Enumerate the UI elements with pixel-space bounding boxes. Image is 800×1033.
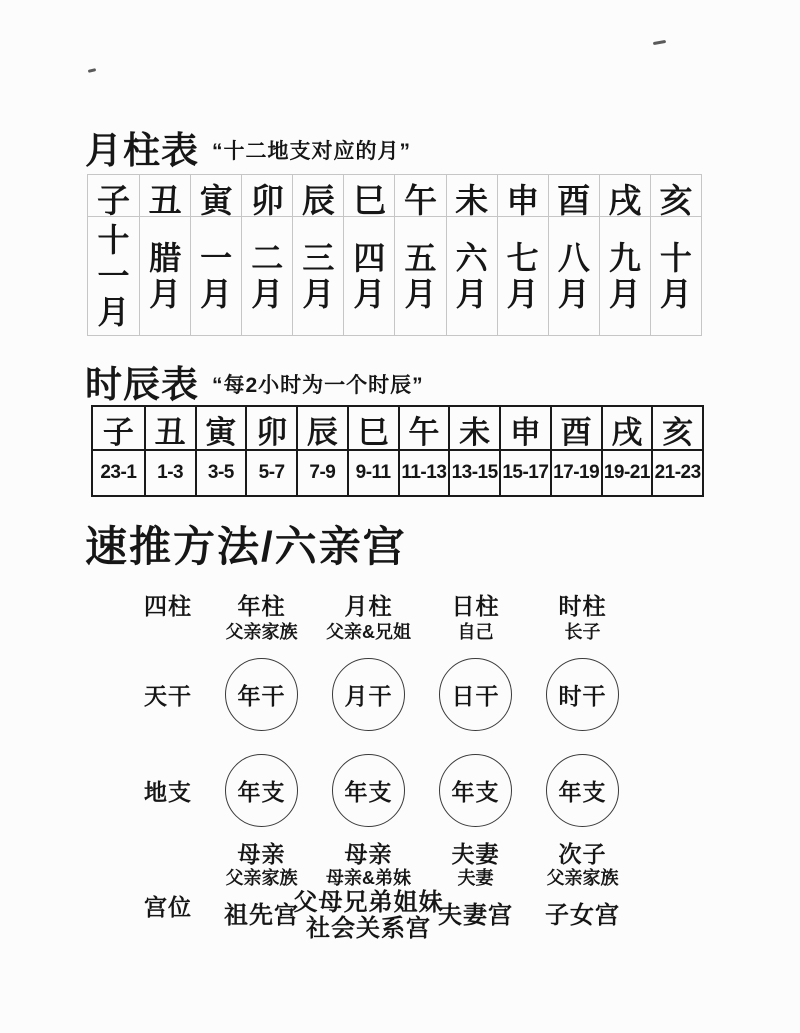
month-cell [394,217,445,335]
hour-range-cell-text: 11-13 [401,462,447,483]
branch-circle: 年支 [546,754,619,827]
branch-cell [93,407,144,452]
pillar-name: 年柱 [237,593,286,619]
relation-name: 次子 [558,841,607,867]
branch-cell-text: 巳 [352,182,386,219]
hour-range-cell-text: 13-15 [451,462,498,483]
branch-circle-wrap [529,744,636,836]
hour-range-cell-text: 1-3 [157,462,184,483]
branch-cell-text: 午 [404,182,438,219]
pillar-sub: 长子 [564,622,601,642]
branch-cell-text: 午 [408,415,440,450]
relation-sub: 父亲家族 [546,868,619,888]
month-table [87,174,702,336]
palace-cell [293,889,444,942]
month-cell-text: 十一月 [97,221,130,331]
branch-cell-text: 卯 [256,415,288,450]
hour-range-cell [550,451,601,495]
branch-cell-text: 丑 [154,415,186,450]
branch-cell-text: 丑 [148,182,182,219]
stem-circle-wrap [422,644,529,744]
palace-name: 祖先宫 [224,902,299,929]
palace-cell [529,890,636,942]
branch-cell [190,175,241,222]
palace-name: 父母兄弟姐妹 [293,889,444,916]
row-label-stems: 天干 [144,682,192,709]
stem-circle-wrap [315,644,422,744]
six-palaces-diagram [128,588,636,942]
pillar-name: 时柱 [558,593,607,619]
hour-table-title: 时辰表 [85,364,199,405]
branch-cell-text: 酉 [560,415,592,450]
relation-name: 母亲 [344,841,393,867]
branch-cell [499,407,550,452]
month-cell-text: 五月 [404,239,437,312]
pillar-sub: 父亲&兄姐 [326,622,411,642]
branch-cell-text: 巳 [357,415,389,450]
branch-cell-text: 寅 [199,182,233,219]
month-cell-text: 十月 [659,239,692,312]
hour-range-cell-text: 7-9 [309,462,336,483]
spacer [128,618,208,644]
hour-range-cell [347,451,398,495]
month-cell [139,217,190,335]
row-label-pillars: 四柱 [144,593,192,619]
month-cell [241,217,292,335]
branch-cell-text: 申 [509,415,541,450]
pillar-sub-row [128,618,636,644]
branch-cell-text: 子 [97,182,131,219]
branch-circle: 年支 [439,754,512,827]
branch-cell-text: 亥 [659,182,693,219]
branch-cell [241,175,292,222]
scan-speck [88,68,96,73]
branch-cell [548,175,599,222]
month-cell [497,217,548,335]
hour-range-cell [296,451,347,495]
relation-name: 夫妻 [451,841,500,867]
scan-speck [653,40,666,45]
hour-range-cell [144,451,195,495]
pillar-name: 月柱 [344,593,393,619]
branch-circle: 年支 [332,754,405,827]
pillar-name: 日柱 [451,593,500,619]
row-label-palaces: 宫位 [144,893,192,920]
relation-sub: 父亲家族 [225,868,298,888]
branch-circle-wrap [208,744,315,836]
pillar-name-row [128,588,636,618]
branch-cell-text: 辰 [301,182,335,219]
branch-cell [599,175,650,222]
hour-range-cell [195,451,246,495]
branch-cell [651,407,702,452]
branch-cell-text: 亥 [662,415,694,450]
branch-cell-text: 未 [455,182,489,219]
hour-range-cell [93,451,144,495]
hour-range-cell-text: 21-23 [654,462,701,483]
pillar-sub: 自己 [457,622,494,642]
branch-circle: 年支 [225,754,298,827]
branches-row [128,744,636,836]
stem-circle: 月干 [332,658,405,731]
branch-cell [292,175,343,222]
hour-table-subtitle: “每2小时为一个时辰” [212,373,424,397]
hour-range-cell-text: 3-5 [207,462,234,483]
month-table-header [85,120,411,174]
branch-cell [296,407,347,452]
spacer [128,864,208,890]
month-cell-text: 七月 [506,239,539,312]
branch-cell [343,175,394,222]
stem-circle: 年干 [225,658,298,731]
month-cell [292,217,343,335]
month-cell-text: 八月 [557,239,590,312]
branch-cell [195,407,246,452]
relation-row [128,836,636,867]
palace-name: 夫妻宫 [438,902,513,929]
branch-cell [144,407,195,452]
stems-row [128,644,636,744]
branch-cell-text: 辰 [306,415,338,450]
stem-circle: 日干 [439,658,512,731]
hour-range-cell-text: 19-21 [603,462,650,483]
pillar-sub: 父亲家族 [225,622,298,642]
relation-sub-row [128,864,636,890]
month-cell [190,217,241,335]
hour-range-cell-text: 9-11 [355,462,391,483]
hour-range-cell [499,451,550,495]
branch-cell-text: 戌 [611,415,643,450]
relation-name: 母亲 [237,841,286,867]
month-cell-text: 九月 [608,239,641,312]
branch-cell [347,407,398,452]
month-cell-text: 六月 [455,239,488,312]
branch-cell-text: 酉 [557,182,591,219]
relation-sub: 夫妻 [457,868,494,888]
branch-cell [650,175,701,222]
palace-name-line2: 社会关系宫 [306,915,431,942]
month-cell [650,217,701,335]
month-cell-text: 四月 [353,239,386,312]
hour-range-cell-text: 15-17 [502,462,549,483]
hour-table-hours-row [93,449,702,495]
branch-cell [497,175,548,222]
hour-range-cell [245,451,296,495]
branch-cell-text: 寅 [205,415,237,450]
branch-cell [394,175,445,222]
branch-cell [448,407,499,452]
month-cell [599,217,650,335]
month-cell [88,217,139,335]
month-cell-text: 二月 [251,239,284,312]
hour-range-cell-text: 17-19 [553,462,600,483]
method-header [85,514,407,574]
branch-cell-text: 申 [506,182,540,219]
palace-cell [422,890,529,942]
month-cell-text: 腊月 [149,239,182,312]
month-cell [548,217,599,335]
palace-name: 子女宫 [545,902,620,929]
method-title: 速推方法/六亲宫 [85,523,407,570]
branch-cell-text: 子 [102,415,134,450]
month-table-month-row [88,216,701,335]
palace-row [128,890,636,942]
hour-range-cell [448,451,499,495]
branch-circle-wrap [315,744,422,836]
row-label-branches: 地支 [144,778,192,805]
month-cell-text: 三月 [302,239,335,312]
branch-cell-text: 卯 [250,182,284,219]
hour-range-cell [601,451,652,495]
relation-sub: 母亲&弟妹 [326,868,411,888]
branch-cell [88,175,139,222]
hour-table [91,405,704,497]
branch-cell [139,175,190,222]
branch-cell [550,407,601,452]
month-cell [446,217,497,335]
hour-table-branch-row [93,407,702,449]
month-table-subtitle: “十二地支对应的月” [212,139,411,163]
branch-circle-wrap [422,744,529,836]
branch-cell [245,407,296,452]
month-table-branch-row [88,175,701,219]
stem-circle-wrap [208,644,315,744]
hour-range-cell-text: 5-7 [258,462,285,483]
month-cell-text: 一月 [200,239,233,312]
stem-circle: 时干 [546,658,619,731]
hour-range-cell [398,451,449,495]
month-table-title: 月柱表 [85,130,199,171]
month-cell [343,217,394,335]
branch-cell [398,407,449,452]
branch-cell-text: 未 [459,415,491,450]
hour-table-header [85,354,424,408]
branch-cell-text: 戌 [608,182,642,219]
branch-cell [601,407,652,452]
hour-range-cell-text: 23-1 [100,462,137,483]
branch-cell [446,175,497,222]
hour-range-cell [651,451,702,495]
stem-circle-wrap [529,644,636,744]
